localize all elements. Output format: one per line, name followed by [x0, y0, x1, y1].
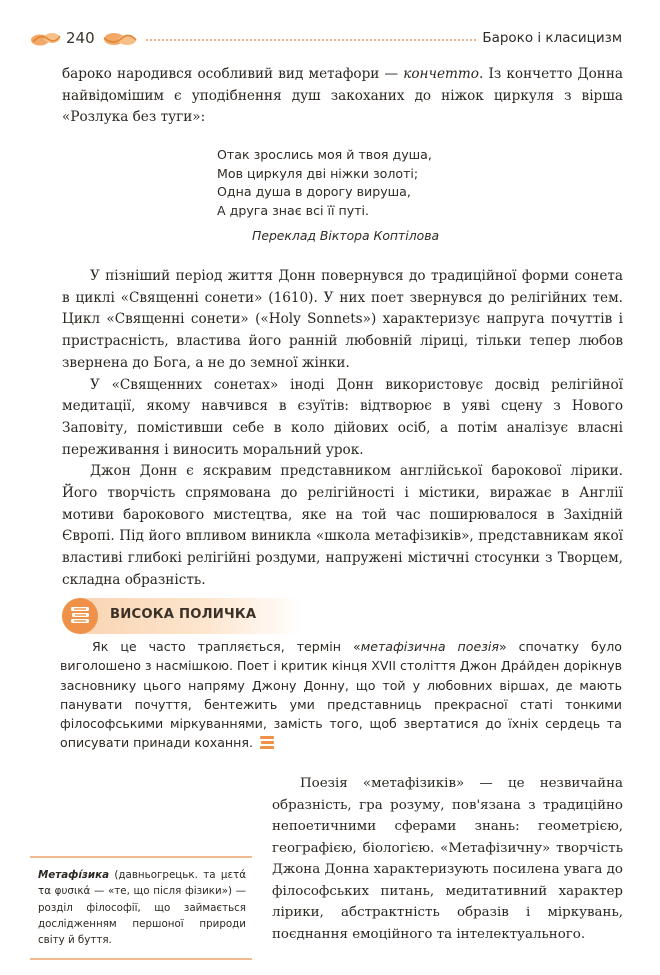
- paragraph: Джон Донн є яскравим представником англійської барокової лірики. Його творчість спрямована до релігійності і містики, виражає в Англії мотиви барокового мистецтва, яке на той час поширювалося в Західній Європі. Під його впливом виникла «школа метафізиків», представникам якої властиві глибокі релігійні роздуми, напружені містичні стосунки з Творцем, складна образність.: [62, 463, 623, 588]
- bookshelf-end-icon: [259, 736, 275, 749]
- poem-translator: Переклад Віктора Коптілова: [252, 228, 440, 243]
- main-text: [62, 266, 623, 592]
- high-shelf-banner: [62, 598, 304, 634]
- page-number: 240: [66, 29, 95, 47]
- paragraph: У пізніший період життя Донн повернувся до традиційної форми сонета в циклі «Священні сонети» (1610). У них поет звернувся до релігійних тем. Цикл «Священні сонети» («Holy Sonnets») характеризує напруга почуттів і пристрасність, властива його ранній любовній ліриці, тільки тепер любов звернена до Бога, а не до земної жінки.: [62, 268, 623, 371]
- section-title: Бароко і класицизм: [482, 30, 622, 46]
- high-shelf-text: Як це часто трапляється, термін «метафізична поезія» спочатку було виголошено з насмішкою. Поет і критик кінця XVII століття Джон Дра́йден дорікнув засновнику цього напряму Джону Донну, що той у любовних віршах, де мають панувати почуття, бентежить уми представниць прекрасної статі тонкими філософськими міркуваннями, замість того, щоб звертатися до їхніх сердець та описувати принади кохання.: [60, 639, 622, 751]
- high-shelf-title: ВИСОКА ПОЛИЧКА: [110, 607, 257, 622]
- definition-term: Метафі́зика: [38, 869, 110, 881]
- header-dotted-rule: [146, 39, 476, 41]
- poem-line: А друга знає всі її путі.: [217, 202, 370, 218]
- bookshelf-icon: [62, 598, 98, 634]
- intro-paragraph: бароко народився особливий вид метафори — кончетто. Із кончетто Донна найвідомішим є уподібнення душ закоханих до ніжок циркуля з вірша «Розлука без туги»:: [62, 66, 624, 126]
- running-header: [0, 28, 660, 52]
- metaphysics-paragraph: Поезія «метафізиків» — це незвичайна образність, гра розуму, пов'язана з традиційно непоетичними сферами знань: геометрією, географією, біологією. «Метафізичну» творчість Джона Донна характеризують посилена увага до філософських питань, медитативний характер лірики, абстрактність образів і міркувань, поєднання емоційного та інтелектуального.: [272, 776, 623, 942]
- intro-term: кончетто: [403, 66, 479, 82]
- definition-text: (давньогрецьк. та μετά τα φυσικά — «те, що після фізики») — розділ філософії, що займається дослідженням першоної природи світу й буття.: [38, 869, 246, 947]
- poem-quote: [217, 146, 432, 220]
- ornament-left-icon: [30, 30, 62, 48]
- poem-line: Отак зрослись моя й твоя душа,: [217, 147, 432, 162]
- poem-line: Мов циркуля дві ніжки золоті;: [217, 165, 419, 181]
- paragraph: У «Священних сонетах» іноді Донн використовує досвід релігійної медитації, якому навчився в єзуїтів: відтворює в уяві сцену з Нового Заповіту, помістивши себе в коло дійових осіб, а потім аналізує власні переживання і виносить моральний урок.: [62, 376, 623, 458]
- definition-box: [30, 856, 252, 960]
- high-shelf-term: метафізична поезія: [360, 639, 499, 654]
- poem-line: Одна душа в дорогу вируша,: [217, 184, 411, 200]
- ornament-right-icon: [102, 30, 138, 48]
